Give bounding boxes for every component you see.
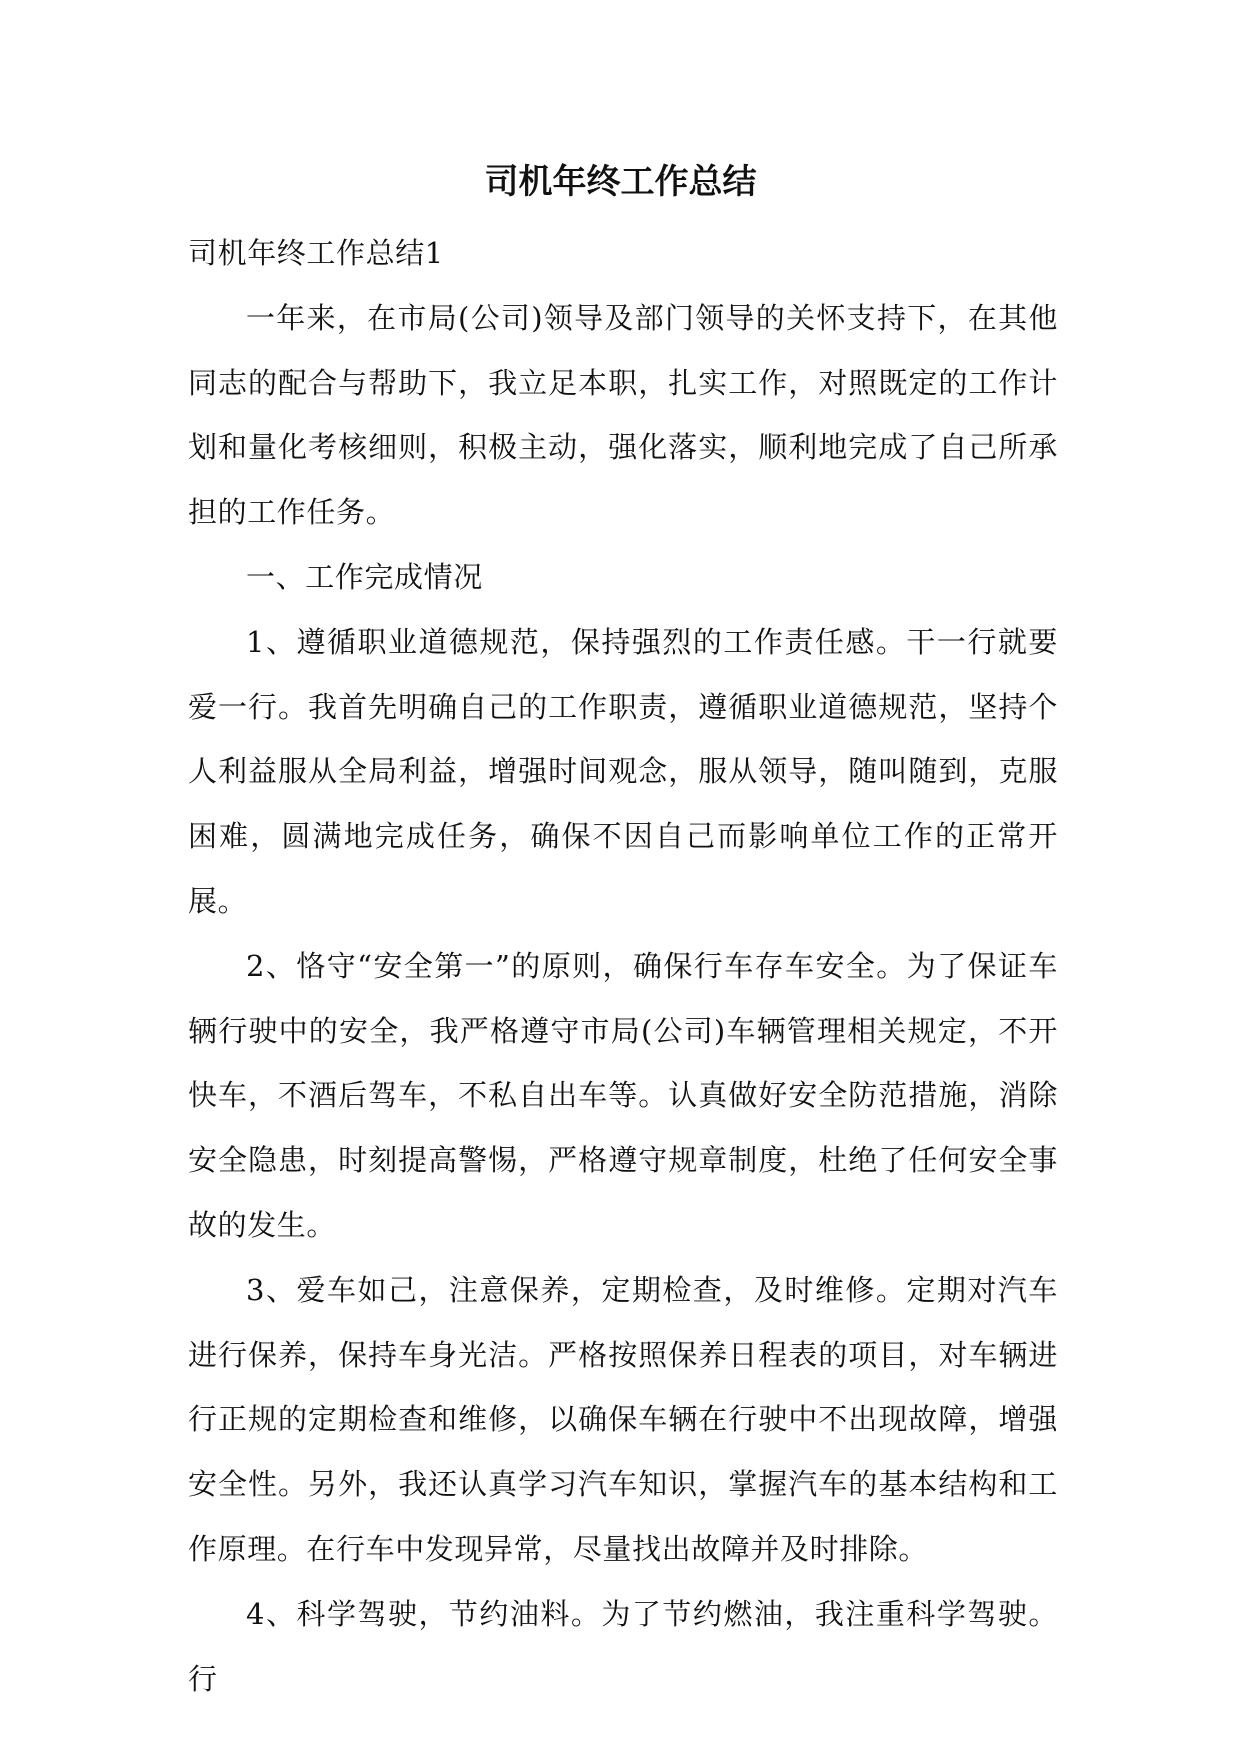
- paragraph-item-4: 4、科学驾驶，节约油料。为了节约燃油，我注重科学驾驶。行: [188, 1596, 1058, 1696]
- document-title: 司机年终工作总结: [484, 162, 757, 202]
- part-heading-work-completion: 一、工作完成情况: [246, 559, 483, 594]
- paragraph-item-3: 3、爱车如己，注意保养，定期检查，及时维修。定期对汽车进行保养，保持车身光洁。严格按照保养日程表的项目，对车辆进行正规的定期检查和维修，以确保车辆在行驶中不出现故障，增强安全性。另外，我还认真学习汽车知识，掌握汽车的基本结构和工作原理。在行车中发现异常，尽量找出故障并及时排除。: [188, 1272, 1058, 1566]
- document-body: [188, 221, 1058, 1711]
- paragraph-item-2: 2、恪守“安全第一”的原则，确保行车存车安全。为了保证车辆行驶中的安全，我严格遵守市局(公司)车辆管理相关规定，不开快车，不酒后驾车，不私自出车等。认真做好安全防范措施，消除安全隐患，时刻提高警惕，严格遵守规章制度，杜绝了任何安全事故的发生。: [188, 948, 1058, 1242]
- section-heading: 司机年终工作总结1: [188, 236, 444, 270]
- intro-paragraph: 一年来，在市局(公司)领导及部门领导的关怀支持下，在其他同志的配合与帮助下，我立足本职，扎实工作，对照既定的工作计划和量化考核细则，积极主动，强化落实，顺利地完成了自己所承担的工作任务。: [188, 300, 1058, 530]
- paragraph-item-1: 1、遵循职业道德规范，保持强烈的工作责任感。干一行就要爱一行。我首先明确自己的工作职责，遵循职业道德规范，坚持个人利益服从全局利益，增强时间观念，服从领导，随叫随到，克服困难，圆满地完成任务，确保不因自己而影响单位工作的正常开展。: [188, 624, 1058, 918]
